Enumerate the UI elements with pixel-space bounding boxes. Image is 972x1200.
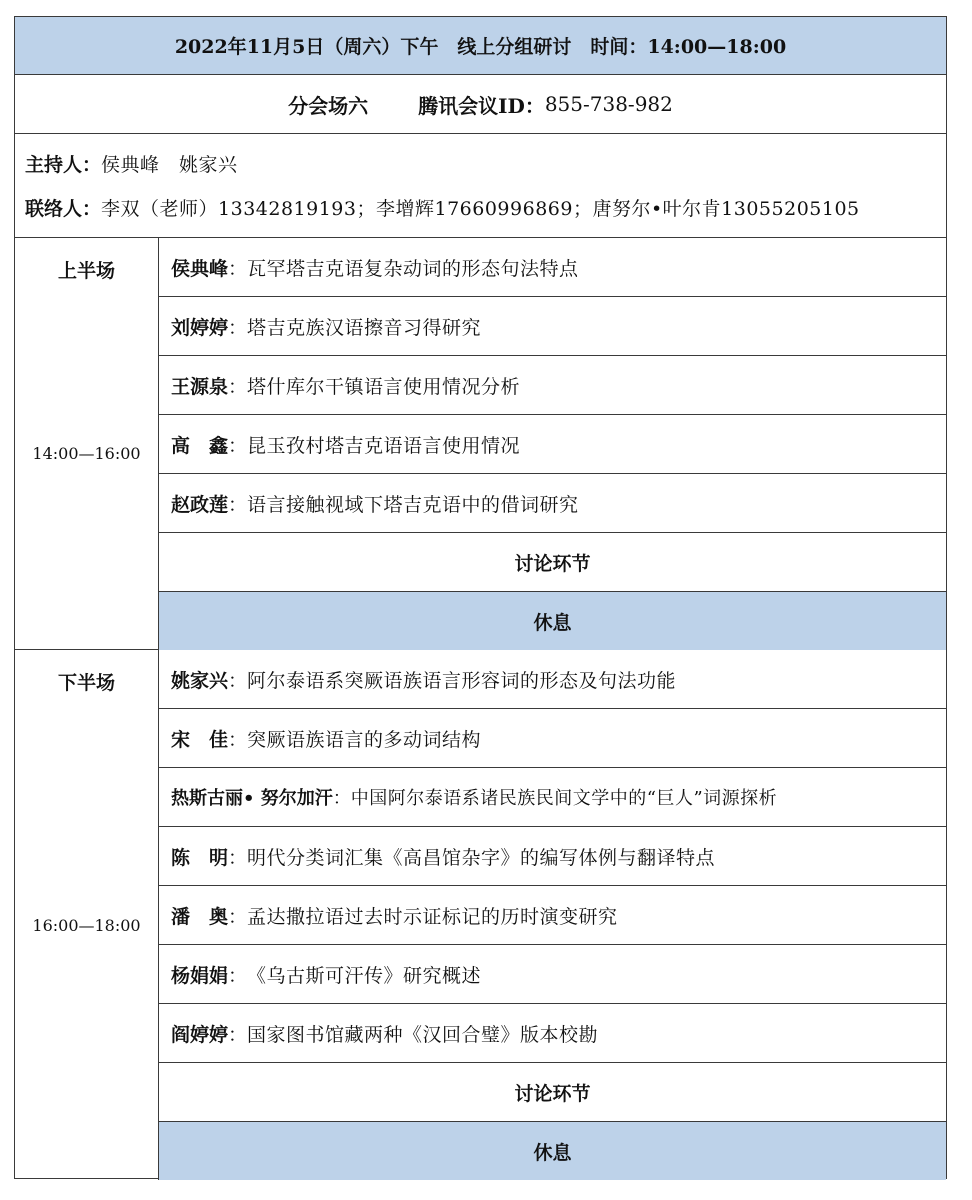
- talk-colon: ：: [228, 728, 248, 751]
- talk-speaker: 宋 佳: [171, 728, 229, 751]
- talk-row: [159, 886, 946, 945]
- talk-colon: ：: [228, 669, 248, 692]
- talk-speaker: 王源泉: [171, 375, 229, 398]
- first-half-time: 14:00—16:00: [32, 444, 141, 463]
- talk-row: [159, 415, 946, 474]
- talk-colon: ：: [228, 257, 248, 280]
- second-half-rows: [158, 650, 946, 1180]
- talk-row: [159, 474, 946, 533]
- host-line: [25, 150, 238, 177]
- talk-title: 孟达撒拉语过去时示证标记的历时演变研究: [247, 905, 618, 928]
- talk-speaker: 杨娟娟: [171, 964, 229, 987]
- talk-row: [159, 827, 946, 886]
- second-half-left-column: [15, 650, 158, 1180]
- talk-title: 塔什库尔干镇语言使用情况分析: [247, 375, 521, 398]
- talk-colon: ：: [228, 316, 248, 339]
- discussion-label: 讨论环节: [514, 1082, 591, 1105]
- discussion-label: 讨论环节: [514, 552, 591, 575]
- talk-title: 《乌古斯可汗传》研究概述: [247, 964, 482, 987]
- schedule-title-text: 2022年11月5日（周六）下午 线上分组研讨 时间：14:00—18:00: [174, 36, 787, 58]
- talk-title: 塔吉克族汉语擦音习得研究: [247, 316, 482, 339]
- talk-colon: ：: [228, 375, 248, 398]
- talk-speaker: 刘婷婷: [171, 316, 229, 339]
- break-row: [159, 1122, 946, 1180]
- discussion-row: [159, 1063, 946, 1122]
- talk-title: 语言接触视域下塔吉克语中的借词研究: [247, 493, 579, 516]
- talk-row: [159, 945, 946, 1004]
- schedule-title: [15, 17, 946, 75]
- talk-colon: ：: [228, 1023, 248, 1046]
- talk-row: [159, 650, 946, 709]
- meeting-id-value: 855-738-982: [544, 92, 673, 116]
- talk-row: [159, 768, 946, 827]
- first-half-rows: [158, 238, 946, 649]
- first-half-label: 上半场: [57, 260, 115, 282]
- talk-title: 明代分类词汇集《高昌馆杂字》的编写体例与翻译特点: [247, 846, 716, 869]
- talk-speaker: 侯典峰: [171, 257, 229, 280]
- second-half-label: 下半场: [57, 672, 115, 694]
- talk-speaker: 陈 明: [171, 846, 229, 869]
- first-half-left-column: [15, 238, 158, 649]
- break-label: 休息: [533, 611, 572, 634]
- talk-row: [159, 709, 946, 768]
- talk-colon: ：: [228, 434, 248, 457]
- talk-speaker: 热斯古丽• 努尔加汗: [171, 788, 333, 809]
- talk-speaker: 潘 奥: [171, 905, 229, 928]
- contact-line: [25, 194, 860, 221]
- talk-title: 国家图书馆藏两种《汉回合璧》版本校勘: [247, 1023, 599, 1046]
- break-label: 休息: [533, 1141, 572, 1164]
- talk-colon: ：: [332, 788, 351, 809]
- talk-title: 中国阿尔泰语系诸民族民间文学中的“巨人”词源探析: [350, 788, 778, 809]
- contact-label: 联络人：: [25, 198, 102, 220]
- second-half-time: 16:00—18:00: [32, 916, 141, 935]
- talk-colon: ：: [228, 493, 248, 516]
- talk-speaker: 高 鑫: [171, 434, 229, 457]
- schedule-table: [14, 16, 947, 1179]
- break-row: [159, 592, 946, 650]
- talk-colon: ：: [228, 964, 248, 987]
- host-label: 主持人：: [25, 154, 102, 176]
- talk-colon: ：: [228, 905, 248, 928]
- discussion-row: [159, 533, 946, 592]
- venue-row: [15, 75, 946, 134]
- first-half-section: [15, 238, 946, 650]
- talk-title: 瓦罕塔吉克语复杂动词的形态句法特点: [247, 257, 579, 280]
- talk-title: 昆玉孜村塔吉克语语言使用情况: [247, 434, 521, 457]
- talk-row: [159, 1004, 946, 1063]
- talk-row: [159, 238, 946, 297]
- meeting-id-label: 腾讯会议ID：: [418, 93, 545, 118]
- talk-speaker: 阎婷婷: [171, 1023, 229, 1046]
- talk-title: 阿尔泰语系突厥语族语言形容词的形态及句法功能: [247, 669, 677, 692]
- host-names: 侯典峰 姚家兴: [101, 154, 238, 176]
- contact-names: 李双（老师）13342819193；李增辉17660996869；唐努尔•叶尔肯13055205105: [101, 198, 860, 220]
- talk-row: [159, 356, 946, 415]
- talk-speaker: 赵政莲: [171, 493, 229, 516]
- talk-speaker: 姚家兴: [171, 669, 229, 692]
- second-half-section: [15, 650, 946, 1180]
- talk-colon: ：: [228, 846, 248, 869]
- talk-title: 突厥语族语言的多动词结构: [247, 728, 482, 751]
- venue-name: 分会场六: [288, 93, 369, 118]
- talk-row: [159, 297, 946, 356]
- contacts-block: [15, 134, 946, 238]
